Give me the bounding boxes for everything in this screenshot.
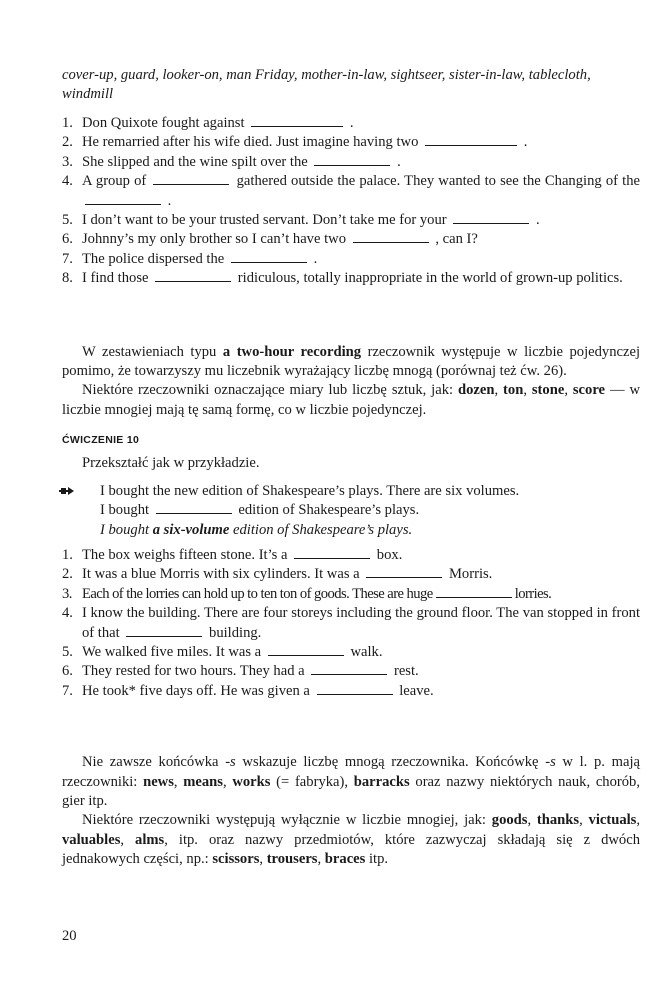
answer-blank[interactable] bbox=[155, 269, 231, 282]
answer-blank[interactable] bbox=[85, 192, 161, 205]
exercise-a-item-5: 5. I don’t want to be your trusted servant. Don’t take me for your . bbox=[62, 212, 540, 229]
answer-blank[interactable] bbox=[436, 585, 512, 598]
exercise-b-item-5: 5. We walked five miles. It was a walk. bbox=[62, 643, 383, 660]
answer-blank[interactable] bbox=[153, 172, 229, 185]
answer-blank[interactable] bbox=[314, 153, 390, 166]
rule-paragraph: Nie zawsze końcówka -s wskazuje liczbę mnogą rzeczownika. Końcówkę -s w l. p. mają rzeczowniki: news, means, works (= fabryka), barracks oraz nazwy niektórych nauk, chorób, gier itp. bbox=[62, 754, 640, 809]
exercise-a-item-1: 1. Don Quixote fought against . bbox=[62, 115, 354, 131]
answer-blank[interactable] bbox=[126, 624, 202, 637]
rule-paragraph: Niektóre rzeczowniki oznaczające miary lub liczbę sztuk, jak: dozen, ton, stone, score — w liczbie mnogiej mają tę samą formę, co w liczbie pojedynczej. bbox=[62, 382, 640, 418]
exercise-a-list bbox=[62, 114, 640, 289]
answer-blank[interactable] bbox=[311, 662, 387, 675]
exercise-b-item-3: 3. Each of the lorries can hold up to ten ton of goods. These are huge lorries. bbox=[62, 585, 552, 602]
rule-paragraph: W zestawieniach typu a two-hour recording rzeczownik występuje w liczbie pojedynczej pomimo, że towarzyszy mu liczebnik wyrażający liczbę mnogą (porównaj też ćw. 26). bbox=[62, 343, 641, 380]
exercise-instruction: Przekształć jak w przykładzie. bbox=[82, 455, 260, 472]
example-line-2: I bought edition of Shakespeare’s plays. bbox=[100, 502, 420, 519]
grammar-rule-compound-adjectives bbox=[62, 343, 640, 421]
worked-example bbox=[100, 482, 640, 540]
textbook-page bbox=[62, 66, 640, 870]
exercise-a-item-6: 6. Johnny’s my only brother so I can’t have two , can I? bbox=[62, 231, 478, 248]
answer-blank[interactable] bbox=[251, 114, 343, 127]
pointing-hand-icon bbox=[58, 484, 76, 498]
exercise-a-item-7: 7. The police dispersed the . bbox=[62, 250, 318, 267]
exercise-a-item-8: 8. I find those ridiculous, totally inappropriate in the world of grown-up politics. bbox=[62, 270, 623, 287]
exercise-b-item-6: 6. They rested for two hours. They had a rest. bbox=[62, 663, 419, 680]
answer-blank[interactable] bbox=[453, 211, 529, 224]
answer-blank[interactable] bbox=[317, 682, 393, 695]
rule-paragraph: Niektóre rzeczowniki występują wyłącznie w liczbie mnogiej, jak: goods, thanks, victuals, valuables, alms, itp. oraz nazwy przedmiotów, które zazwyczaj składają się z dwóch jednakowych części, np.: scissors, trousers, braces itp. bbox=[62, 812, 641, 868]
exercise-a-item-3: 3. She slipped and the wine spilt over the . bbox=[62, 153, 401, 170]
answer-blank bbox=[156, 501, 232, 514]
exercise-b-item-7: 7. He took* five days off. He was given a leave. bbox=[62, 682, 434, 699]
example-answer: I bought a six-volume edition of Shakespeare’s plays. bbox=[100, 521, 640, 540]
page-number: 20 bbox=[62, 928, 77, 944]
answer-blank[interactable] bbox=[294, 546, 370, 559]
answer-blank[interactable] bbox=[268, 643, 344, 656]
example-line-1: I bought the new edition of Shakespeare’s plays. There are six volumes. bbox=[100, 482, 520, 499]
exercise-a-item-2: 2. He remarried after his wife died. Just imagine having two . bbox=[62, 134, 528, 151]
grammar-rule-plural-forms bbox=[62, 753, 640, 869]
exercise-heading: ĆWICZENIE 10 bbox=[62, 434, 140, 447]
exercise-b-item-1: 1. The box weighs fifteen stone. It’s a box. bbox=[62, 546, 403, 563]
exercise-a-item-4: 4. A group of gathered outside the palace. They wanted to see the Changing of the . bbox=[62, 173, 640, 209]
exercise-b-item-2: 2. It was a blue Morris with six cylinders. It was a Morris. bbox=[62, 566, 493, 583]
exercise-b-list bbox=[62, 546, 640, 701]
answer-blank[interactable] bbox=[366, 565, 442, 578]
word-bank: cover-up, guard, looker-on, man Friday, mother-in-law, sightseer, sister-in-law, tablecloth, windmill bbox=[62, 67, 591, 102]
answer-blank[interactable] bbox=[353, 230, 429, 243]
answer-blank[interactable] bbox=[425, 133, 517, 146]
answer-blank[interactable] bbox=[231, 250, 307, 263]
exercise-b-item-4: 4. I know the building. There are four storeys including the ground floor. The van stopped in front of that building. bbox=[62, 605, 640, 641]
